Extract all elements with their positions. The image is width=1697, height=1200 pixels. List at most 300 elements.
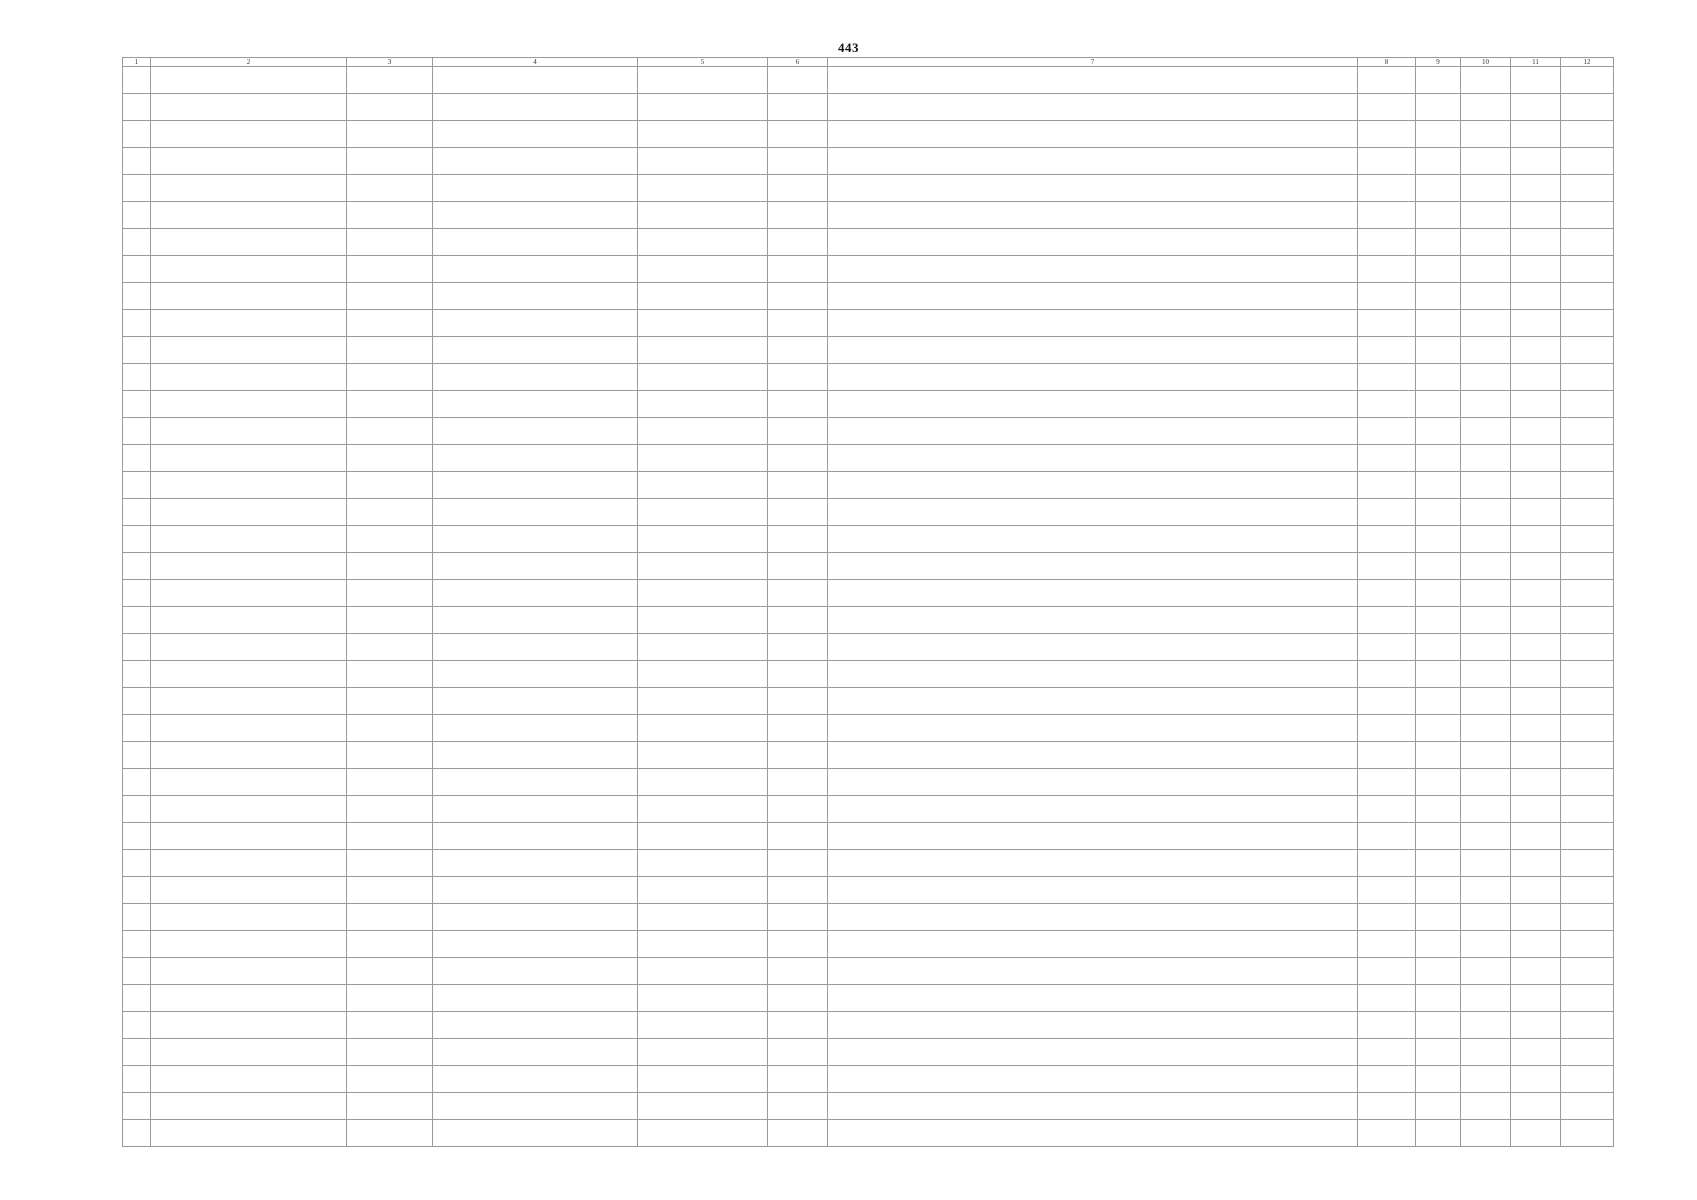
table-cell: [768, 526, 828, 553]
table-cell: [123, 796, 151, 823]
table-cell: [638, 175, 768, 202]
table-cell: [347, 1012, 433, 1039]
table-cell: [347, 580, 433, 607]
table-cell: [151, 796, 347, 823]
table-cell: [151, 445, 347, 472]
table-cell: [1511, 148, 1561, 175]
table-cell: [768, 850, 828, 877]
table-cell: [1561, 148, 1614, 175]
table-row: [123, 931, 1614, 958]
table-cell: [1561, 580, 1614, 607]
table-cell: [1358, 931, 1416, 958]
table-cell: [828, 580, 1358, 607]
table-row: [123, 499, 1614, 526]
table-cell: [1416, 985, 1461, 1012]
table-cell: [1561, 202, 1614, 229]
table-cell: [638, 121, 768, 148]
table-cell: [1416, 715, 1461, 742]
table-cell: [1511, 1093, 1561, 1120]
table-cell: [1511, 499, 1561, 526]
table-row: [123, 1093, 1614, 1120]
table-cell: [1416, 337, 1461, 364]
table-cell: [347, 418, 433, 445]
table-row: [123, 553, 1614, 580]
table-cell: [123, 634, 151, 661]
column-header: 2: [151, 58, 347, 67]
table-row: [123, 94, 1614, 121]
table-cell: [1358, 391, 1416, 418]
table-cell: [1561, 472, 1614, 499]
table-cell: [347, 1066, 433, 1093]
table-cell: [1416, 526, 1461, 553]
table-cell: [1416, 1120, 1461, 1147]
table-cell: [1511, 904, 1561, 931]
table-cell: [1358, 499, 1416, 526]
table-cell: [1561, 310, 1614, 337]
table-cell: [1561, 94, 1614, 121]
table-cell: [768, 1066, 828, 1093]
table-cell: [638, 958, 768, 985]
table-cell: [1461, 1120, 1511, 1147]
table-cell: [1416, 499, 1461, 526]
table-cell: [1416, 121, 1461, 148]
table-cell: [638, 688, 768, 715]
table-cell: [433, 1012, 638, 1039]
table-cell: [768, 742, 828, 769]
table-cell: [1561, 283, 1614, 310]
table-cell: [1511, 94, 1561, 121]
table-row: [123, 769, 1614, 796]
table-cell: [1561, 526, 1614, 553]
table-cell: [123, 580, 151, 607]
table-cell: [1561, 229, 1614, 256]
table-cell: [638, 769, 768, 796]
table-cell: [151, 391, 347, 418]
table-cell: [1511, 823, 1561, 850]
table-cell: [1416, 1039, 1461, 1066]
table-cell: [1416, 472, 1461, 499]
table-cell: [638, 499, 768, 526]
table-cell: [1461, 985, 1511, 1012]
table-cell: [433, 418, 638, 445]
table-cell: [123, 310, 151, 337]
table-cell: [123, 256, 151, 283]
table-cell: [123, 877, 151, 904]
table-cell: [1511, 1066, 1561, 1093]
table-cell: [1416, 67, 1461, 94]
table-cell: [1561, 904, 1614, 931]
table-cell: [828, 364, 1358, 391]
table-cell: [151, 904, 347, 931]
table-cell: [433, 904, 638, 931]
table-row: [123, 148, 1614, 175]
table-cell: [433, 337, 638, 364]
table-cell: [151, 148, 347, 175]
table-cell: [1461, 121, 1511, 148]
table-cell: [828, 526, 1358, 553]
table-cell: [151, 715, 347, 742]
table-cell: [1358, 607, 1416, 634]
table-cell: [347, 310, 433, 337]
table-cell: [768, 418, 828, 445]
table-cell: [1461, 337, 1511, 364]
table-cell: [151, 418, 347, 445]
table-cell: [1461, 472, 1511, 499]
table-cell: [1461, 688, 1511, 715]
table-cell: [1561, 769, 1614, 796]
table-cell: [123, 607, 151, 634]
table-row: [123, 445, 1614, 472]
table-cell: [638, 742, 768, 769]
table-cell: [123, 94, 151, 121]
table-row: [123, 310, 1614, 337]
table-cell: [1511, 256, 1561, 283]
table-cell: [1561, 67, 1614, 94]
column-header: 1: [123, 58, 151, 67]
table-cell: [828, 310, 1358, 337]
table-cell: [433, 499, 638, 526]
table-cell: [828, 607, 1358, 634]
table-cell: [768, 94, 828, 121]
table-cell: [347, 256, 433, 283]
table-cell: [347, 94, 433, 121]
table-cell: [1461, 931, 1511, 958]
table-cell: [638, 607, 768, 634]
table-cell: [1561, 742, 1614, 769]
table-cell: [347, 769, 433, 796]
table-cell: [347, 364, 433, 391]
table-cell: [1358, 769, 1416, 796]
table-cell: [1416, 364, 1461, 391]
table-cell: [1461, 1039, 1511, 1066]
table-cell: [123, 472, 151, 499]
table-cell: [828, 931, 1358, 958]
table-cell: [123, 688, 151, 715]
table-row: [123, 985, 1614, 1012]
table-row: [123, 256, 1614, 283]
table-cell: [768, 931, 828, 958]
table-cell: [828, 121, 1358, 148]
table-cell: [1511, 931, 1561, 958]
table-cell: [768, 310, 828, 337]
table-cell: [347, 67, 433, 94]
table-cell: [433, 445, 638, 472]
table-cell: [638, 715, 768, 742]
table-cell: [433, 715, 638, 742]
table-cell: [828, 661, 1358, 688]
table-cell: [1461, 526, 1511, 553]
table-cell: [347, 1093, 433, 1120]
table-cell: [828, 229, 1358, 256]
table-cell: [828, 391, 1358, 418]
table-cell: [828, 283, 1358, 310]
table-cell: [828, 337, 1358, 364]
table-cell: [1416, 688, 1461, 715]
column-header: 11: [1511, 58, 1561, 67]
table-cell: [123, 958, 151, 985]
column-header: 8: [1358, 58, 1416, 67]
table-cell: [433, 634, 638, 661]
table-cell: [1358, 94, 1416, 121]
table-cell: [638, 229, 768, 256]
table-cell: [433, 256, 638, 283]
table-row: [123, 337, 1614, 364]
table-cell: [151, 256, 347, 283]
table-cell: [1561, 364, 1614, 391]
table-cell: [1358, 283, 1416, 310]
table-row: [123, 418, 1614, 445]
table-cell: [1358, 553, 1416, 580]
table-cell: [1416, 310, 1461, 337]
table-cell: [828, 742, 1358, 769]
table-cell: [151, 364, 347, 391]
table-cell: [1416, 175, 1461, 202]
table-cell: [828, 1120, 1358, 1147]
table-cell: [433, 148, 638, 175]
table-row: [123, 1066, 1614, 1093]
table-cell: [1358, 202, 1416, 229]
table-cell: [1561, 877, 1614, 904]
table-cell: [768, 607, 828, 634]
table-cell: [1461, 1093, 1511, 1120]
table-cell: [1461, 634, 1511, 661]
table-cell: [1416, 742, 1461, 769]
table-cell: [123, 364, 151, 391]
table-cell: [1511, 445, 1561, 472]
table-cell: [123, 742, 151, 769]
table-cell: [1511, 310, 1561, 337]
table-cell: [347, 337, 433, 364]
table-cell: [1358, 742, 1416, 769]
table-cell: [433, 310, 638, 337]
table-cell: [433, 661, 638, 688]
table-row: [123, 877, 1614, 904]
table-cell: [347, 121, 433, 148]
table-cell: [433, 1120, 638, 1147]
table-cell: [1358, 1066, 1416, 1093]
table-cell: [1461, 94, 1511, 121]
table-row: [123, 850, 1614, 877]
table-cell: [1511, 850, 1561, 877]
table-cell: [1561, 418, 1614, 445]
table-cell: [828, 769, 1358, 796]
table-cell: [1461, 742, 1511, 769]
table-cell: [1461, 418, 1511, 445]
table-cell: [151, 1012, 347, 1039]
table-cell: [638, 1039, 768, 1066]
table-cell: [123, 769, 151, 796]
table-cell: [1416, 661, 1461, 688]
table-cell: [1461, 148, 1511, 175]
table-cell: [151, 229, 347, 256]
table-cell: [638, 931, 768, 958]
table-cell: [151, 985, 347, 1012]
table-cell: [123, 715, 151, 742]
table-cell: [433, 472, 638, 499]
table-cell: [1561, 391, 1614, 418]
table-cell: [347, 472, 433, 499]
table-cell: [1358, 580, 1416, 607]
table-cell: [1461, 796, 1511, 823]
table-cell: [1561, 715, 1614, 742]
table-cell: [768, 148, 828, 175]
table-cell: [768, 661, 828, 688]
table-cell: [1358, 364, 1416, 391]
table-cell: [433, 283, 638, 310]
table-cell: [347, 796, 433, 823]
table-cell: [1561, 445, 1614, 472]
table-row: [123, 607, 1614, 634]
table-cell: [1511, 742, 1561, 769]
table-cell: [1461, 580, 1511, 607]
table-cell: [1561, 985, 1614, 1012]
table-cell: [768, 553, 828, 580]
table-cell: [1461, 499, 1511, 526]
table-cell: [1561, 1012, 1614, 1039]
column-header: 4: [433, 58, 638, 67]
table-cell: [347, 202, 433, 229]
table-cell: [433, 742, 638, 769]
table-cell: [151, 634, 347, 661]
table-cell: [1461, 904, 1511, 931]
table-cell: [151, 175, 347, 202]
table-cell: [433, 931, 638, 958]
table-cell: [151, 553, 347, 580]
table-cell: [768, 391, 828, 418]
table-cell: [1511, 391, 1561, 418]
table-cell: [347, 148, 433, 175]
table-cell: [123, 391, 151, 418]
table-cell: [1561, 958, 1614, 985]
table-row: [123, 202, 1614, 229]
table-cell: [123, 499, 151, 526]
table-cell: [433, 175, 638, 202]
table-cell: [1511, 472, 1561, 499]
table-cell: [768, 229, 828, 256]
table-cell: [638, 850, 768, 877]
table-cell: [1358, 661, 1416, 688]
table-cell: [123, 67, 151, 94]
table-cell: [1461, 607, 1511, 634]
table-cell: [151, 499, 347, 526]
table-cell: [1561, 688, 1614, 715]
table-cell: [1561, 499, 1614, 526]
table-cell: [1511, 715, 1561, 742]
table-cell: [1358, 715, 1416, 742]
table-cell: [768, 715, 828, 742]
table-cell: [347, 661, 433, 688]
table-cell: [1511, 958, 1561, 985]
table-cell: [151, 526, 347, 553]
table-cell: [1511, 877, 1561, 904]
table-cell: [433, 94, 638, 121]
table-cell: [638, 634, 768, 661]
table-cell: [1416, 931, 1461, 958]
table-cell: [433, 607, 638, 634]
table-cell: [1416, 202, 1461, 229]
table-cell: [768, 769, 828, 796]
table-cell: [347, 445, 433, 472]
table-cell: [1461, 877, 1511, 904]
table-cell: [768, 256, 828, 283]
table-cell: [151, 850, 347, 877]
table-cell: [347, 958, 433, 985]
table-cell: [828, 553, 1358, 580]
table-cell: [1511, 580, 1561, 607]
table-cell: [768, 121, 828, 148]
table-cell: [1358, 175, 1416, 202]
table-row: [123, 283, 1614, 310]
table-cell: [1511, 553, 1561, 580]
table-cell: [123, 175, 151, 202]
table-cell: [1358, 904, 1416, 931]
table-row: [123, 823, 1614, 850]
column-header: 12: [1561, 58, 1614, 67]
table-cell: [1561, 607, 1614, 634]
table-cell: [433, 985, 638, 1012]
table-cell: [1416, 877, 1461, 904]
table-cell: [151, 1120, 347, 1147]
table-row: [123, 391, 1614, 418]
table-cell: [1511, 985, 1561, 1012]
table-cell: [433, 877, 638, 904]
table-cell: [1358, 121, 1416, 148]
table-cell: [347, 499, 433, 526]
table-cell: [1416, 1093, 1461, 1120]
table-cell: [151, 823, 347, 850]
table-cell: [1461, 391, 1511, 418]
table-cell: [1511, 607, 1561, 634]
table-cell: [1511, 364, 1561, 391]
table-cell: [828, 256, 1358, 283]
table-cell: [638, 553, 768, 580]
table-cell: [828, 1012, 1358, 1039]
table-cell: [433, 958, 638, 985]
table-cell: [1358, 148, 1416, 175]
table-row: [123, 580, 1614, 607]
table-row: [123, 958, 1614, 985]
table-cell: [433, 580, 638, 607]
table-cell: [638, 796, 768, 823]
table-body: [123, 67, 1614, 1147]
table-cell: [768, 499, 828, 526]
table-cell: [347, 283, 433, 310]
table-cell: [151, 661, 347, 688]
table-cell: [123, 661, 151, 688]
table-cell: [123, 1120, 151, 1147]
table-cell: [1511, 688, 1561, 715]
table-cell: [433, 67, 638, 94]
table-cell: [1416, 445, 1461, 472]
table-cell: [1416, 634, 1461, 661]
table-row: [123, 472, 1614, 499]
table-cell: [1461, 67, 1511, 94]
column-header: 10: [1461, 58, 1511, 67]
table-cell: [1461, 283, 1511, 310]
table-cell: [828, 823, 1358, 850]
table-cell: [638, 580, 768, 607]
table-cell: [1461, 553, 1511, 580]
table-cell: [123, 850, 151, 877]
table-cell: [828, 985, 1358, 1012]
table-cell: [638, 256, 768, 283]
table-cell: [1511, 283, 1561, 310]
table-cell: [1561, 256, 1614, 283]
table-cell: [638, 67, 768, 94]
column-header: 9: [1416, 58, 1461, 67]
table-cell: [768, 1120, 828, 1147]
table-cell: [347, 634, 433, 661]
